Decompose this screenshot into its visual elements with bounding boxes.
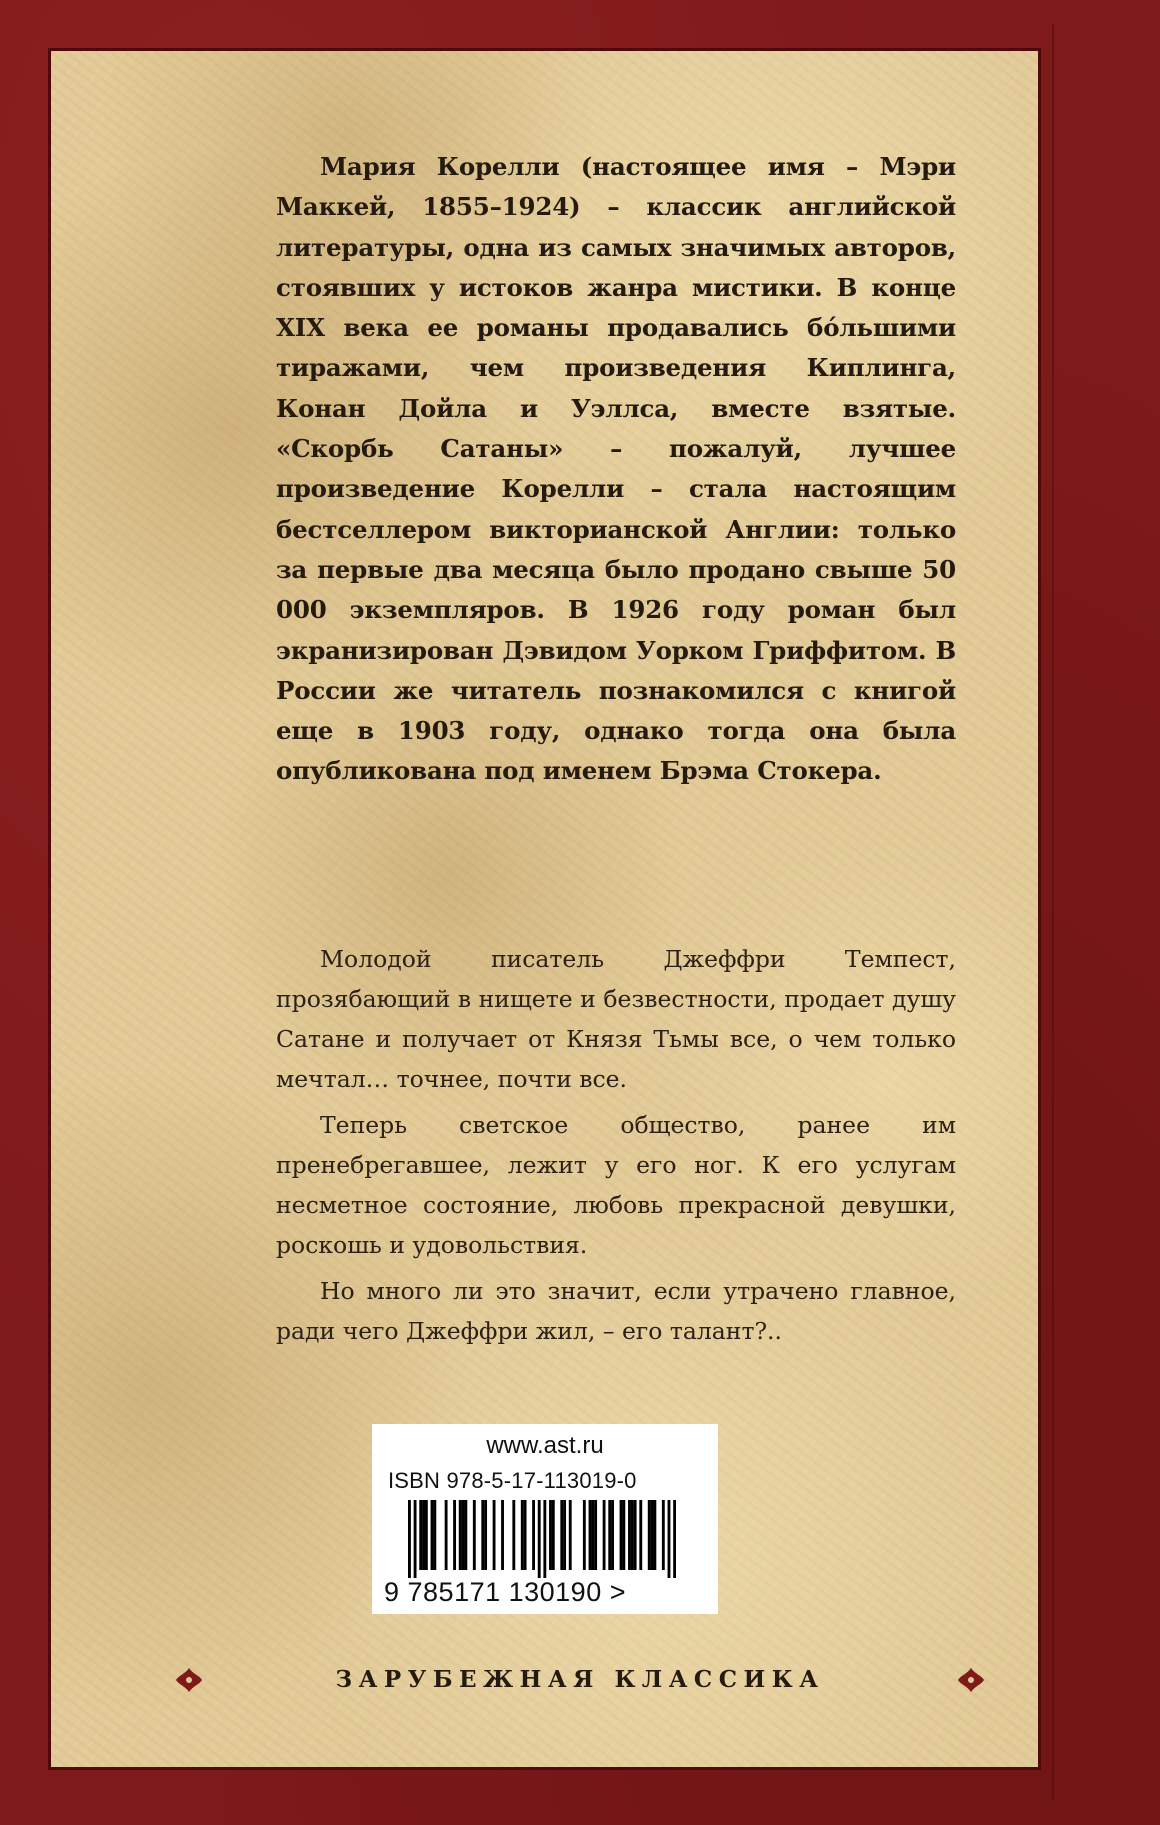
book-annotation bbox=[276, 939, 956, 1357]
barcode-bar bbox=[501, 1500, 504, 1570]
fleuron-icon bbox=[174, 1666, 204, 1694]
barcode-bar bbox=[445, 1500, 448, 1570]
barcode-bar bbox=[563, 1500, 566, 1570]
annotation-paragraph: Молодой писатель Джеффри Темпест, прозябающий в нищете и безвестности, продает душу Сатане и получает от Князя Тьмы все, о чем только мечтал… точнее, почти все. bbox=[276, 945, 956, 1093]
barcode-bar bbox=[481, 1500, 484, 1570]
barcode-bar bbox=[425, 1500, 428, 1570]
series-banner bbox=[170, 1660, 990, 1700]
spine-fold-line bbox=[1052, 24, 1054, 1801]
barcode-bar bbox=[484, 1500, 487, 1570]
barcode-bar bbox=[569, 1500, 572, 1570]
isbn-number: ISBN 978-5-17-113019-0 bbox=[388, 1468, 637, 1493]
barcode-bar bbox=[521, 1500, 524, 1570]
barcode-bar bbox=[603, 1500, 606, 1570]
barcode-bar bbox=[589, 1500, 592, 1570]
barcode-bar bbox=[662, 1500, 665, 1570]
barcode-bar bbox=[591, 1500, 594, 1570]
barcode-bar bbox=[620, 1500, 623, 1570]
barcode-bar bbox=[512, 1500, 515, 1570]
barcode-bar bbox=[493, 1500, 496, 1570]
barcode-bar bbox=[414, 1500, 417, 1578]
barcode-bar bbox=[552, 1500, 555, 1570]
barcode-bar bbox=[673, 1500, 676, 1578]
author-biography: Мария Корелли (настоящее имя – Мэри Маккей, 1855–1924) – классик английской литературы, одна из самых значимых авторов, стоявших у истоков жанра мистики. В конце XIX века ее романы продавались бо́льшими тиражами, чем произведения Киплинга, Конан Дойла и Уэллса, вместе взятые. «Скорбь Сатаны» – пожалуй, лучшее произведение Корелли – стала настоящим бестселлером викторианской Англии: только за первые два месяца было продано свыше 50 000 экземпляров. В 1926 году роман был экранизирован Дэвидом Уорком Гриффитом. В России же читатель познакомился с книгой еще в 1903 году, однако тогда она была опубликована под именем Брэма Стокера. bbox=[276, 152, 956, 786]
barcode-bar bbox=[651, 1500, 654, 1570]
fleuron-icon bbox=[956, 1666, 986, 1694]
barcode-bar bbox=[622, 1500, 625, 1570]
barcode-bar bbox=[433, 1500, 436, 1570]
barcode-bar bbox=[408, 1500, 411, 1578]
barcode-bars bbox=[408, 1500, 676, 1578]
barcode-bar bbox=[524, 1500, 527, 1570]
barcode-bar bbox=[532, 1500, 535, 1570]
barcode-bar bbox=[653, 1500, 656, 1570]
barcode-bar bbox=[634, 1500, 637, 1570]
barcode-bar bbox=[594, 1500, 597, 1570]
barcode-bar bbox=[538, 1500, 541, 1578]
annotation-paragraph: Но много ли это значит, если утрачено главное, ради чего Джеффри жил, – его талант?.. bbox=[276, 1277, 956, 1345]
ean-digits: 9 785171 130190 > bbox=[384, 1577, 626, 1607]
barcode-bar bbox=[549, 1500, 552, 1570]
barcode-bar bbox=[543, 1500, 546, 1578]
barcode-bar bbox=[608, 1500, 611, 1570]
barcode-bar bbox=[560, 1500, 563, 1570]
barcode-bar bbox=[419, 1500, 422, 1570]
barcode-bar bbox=[464, 1500, 467, 1570]
barcode-bar bbox=[431, 1500, 434, 1570]
barcode-bar bbox=[628, 1500, 631, 1570]
series-name: ЗАРУБЕЖНАЯ КЛАССИКА bbox=[335, 1666, 825, 1693]
barcode-bar bbox=[639, 1500, 642, 1570]
barcode-bar bbox=[459, 1500, 462, 1570]
barcode-bar bbox=[611, 1500, 614, 1570]
annotation-paragraph: Теперь светское общество, ранее им пренебрегавшее, лежит у его ног. К его услугам несметное состояние, любовь прекрасной девушки, роскошь и удовольствия. bbox=[276, 1111, 956, 1259]
barcode-bar bbox=[648, 1500, 651, 1570]
barcode-label bbox=[372, 1424, 718, 1614]
barcode-bar bbox=[462, 1500, 465, 1570]
barcode-bar bbox=[473, 1500, 476, 1570]
barcode-bar bbox=[453, 1500, 456, 1570]
barcode-bar bbox=[583, 1500, 586, 1570]
barcode-bar bbox=[668, 1500, 671, 1578]
publisher-website: www.ast.ru bbox=[486, 1432, 604, 1459]
barcode-bar bbox=[422, 1500, 425, 1570]
barcode-bar bbox=[631, 1500, 634, 1570]
